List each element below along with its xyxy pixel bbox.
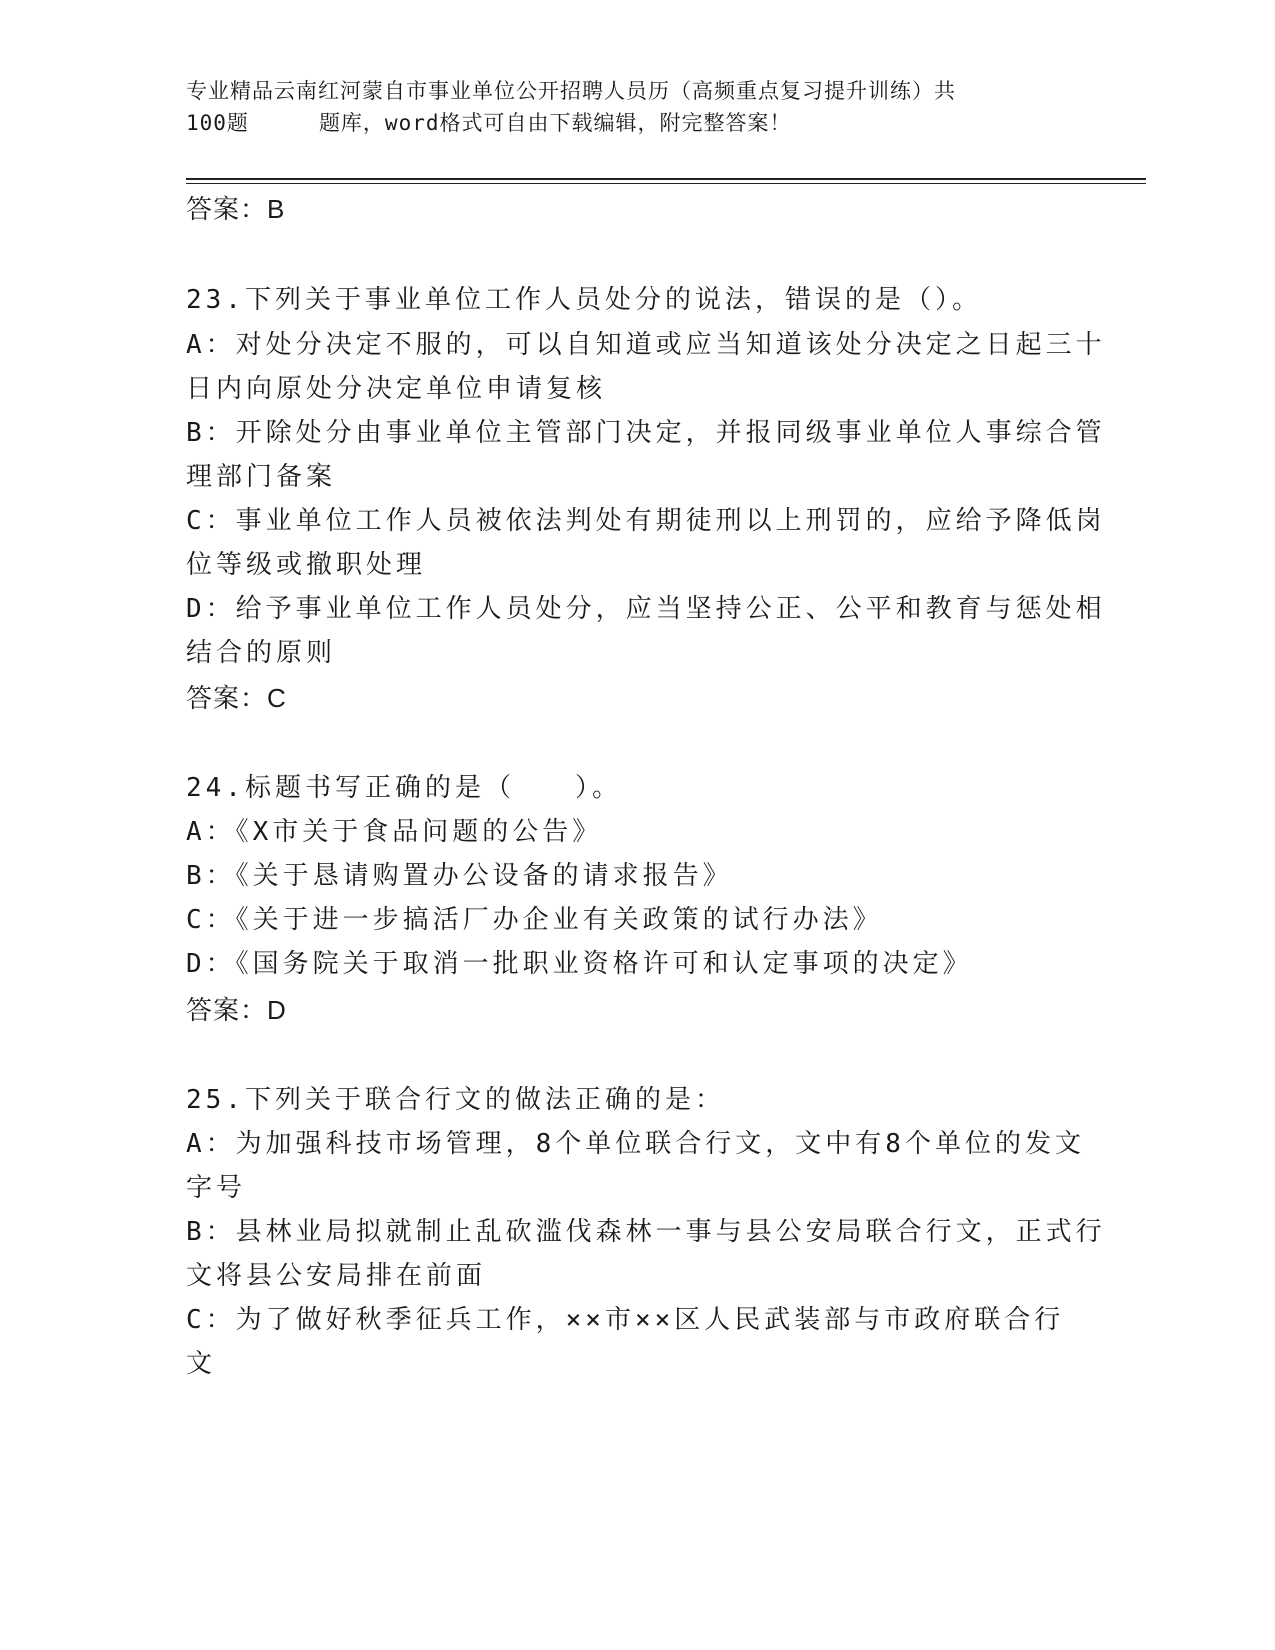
q25-option-c-cont: 文 xyxy=(186,1349,217,1379)
header-line-1: 专业精品云南红河蒙自市事业单位公开招聘人员历（高频重点复习提升训练）共 xyxy=(186,79,956,103)
q25-stem: 25.下列关于联合行文的做法正确的是： xyxy=(186,1085,725,1115)
q25-option-c: C：为了做好秋季征兵工作，××市××区人民武装部与市政府联合行 xyxy=(186,1305,1065,1335)
q25-option-b: B：县林业局拟就制止乱砍滥伐森林一事与县公安局联合行文，正式行 xyxy=(186,1217,1106,1247)
q25-option-b-cont: 文将县公安局排在前面 xyxy=(186,1261,487,1291)
document-header xyxy=(186,75,1066,139)
q23-option-a-cont: 日内向原处分决定单位申请复核 xyxy=(186,374,607,404)
q24-answer: 答案：D xyxy=(186,995,287,1025)
q23-option-b: B：开除处分由事业单位主管部门决定，并报同级事业单位人事综合管 xyxy=(186,418,1106,448)
previous-answer: 答案：B xyxy=(186,194,286,224)
q24-option-a: A：《X市关于食品问题的公告》 xyxy=(186,817,603,847)
header-rule-thick xyxy=(186,178,1146,180)
q24-option-d: D：《国务院关于取消一批职业资格许可和认定事项的决定》 xyxy=(186,949,973,979)
header-rule-thin xyxy=(186,183,1146,184)
q25-option-a-cont: 字号 xyxy=(186,1173,247,1203)
q24-stem: 24.标题书写正确的是（ ）。 xyxy=(186,773,622,803)
q25-option-a: A：为加强科技市场管理，8个单位联合行文，文中有8个单位的发文 xyxy=(186,1129,1085,1159)
header-line-2: 100题 题库，word格式可自由下载编辑，附完整答案！ xyxy=(186,111,792,135)
q23-option-a: A：对处分决定不服的，可以自知道或应当知道该处分决定之日起三十 xyxy=(186,330,1106,360)
q23-option-c-cont: 位等级或撤职处理 xyxy=(186,550,427,580)
q23-stem: 23.下列关于事业单位工作人员处分的说法，错误的是（）。 xyxy=(186,285,982,315)
q24-option-b: B：《关于恳请购置办公设备的请求报告》 xyxy=(186,861,733,891)
q24-option-c: C：《关于进一步搞活厂办企业有关政策的试行办法》 xyxy=(186,905,883,935)
q23-option-c: C：事业单位工作人员被依法判处有期徒刑以上刑罚的，应给予降低岗 xyxy=(186,506,1106,536)
q23-answer: 答案：C xyxy=(186,683,287,713)
q23-option-d: D：给予事业单位工作人员处分，应当坚持公正、公平和教育与惩处相 xyxy=(186,594,1106,624)
q23-option-b-cont: 理部门备案 xyxy=(186,462,337,492)
q23-option-d-cont: 结合的原则 xyxy=(186,638,337,668)
